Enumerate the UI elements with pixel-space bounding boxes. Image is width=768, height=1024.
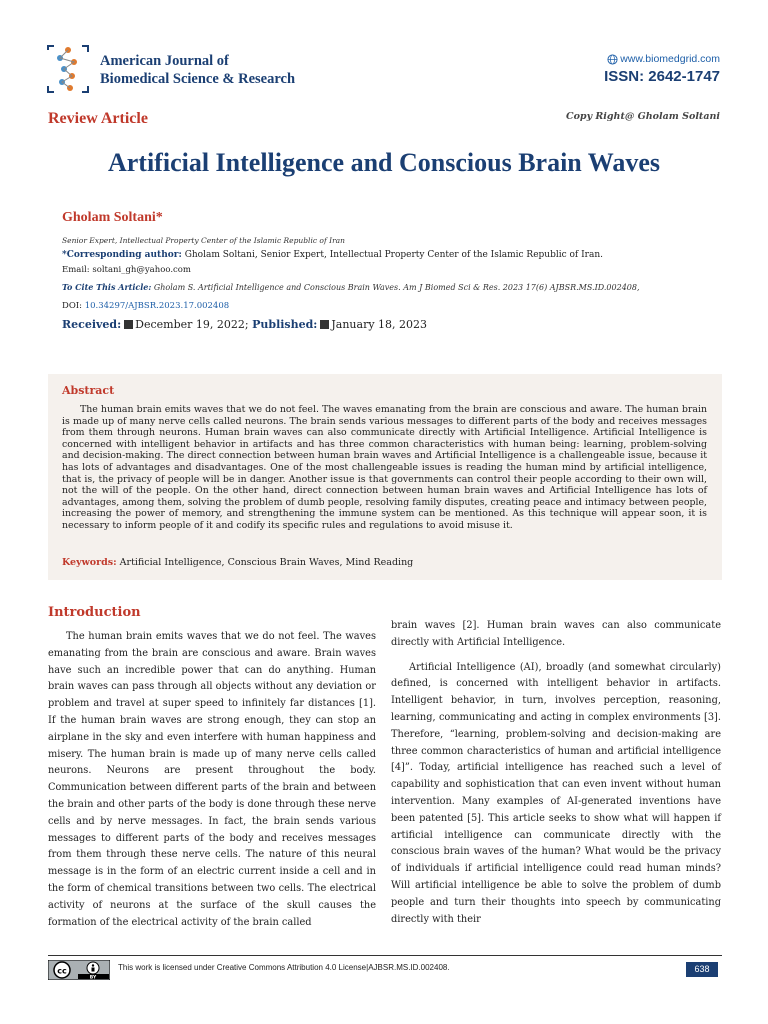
corresponding-label: *Corresponding author:	[62, 250, 182, 260]
journal-name-line2: Biomedical Science & Research	[100, 71, 296, 87]
email-address[interactable]: soltani_gh@yahoo.com	[92, 265, 191, 275]
article-type: Review Article	[48, 110, 148, 127]
dates-line	[62, 318, 427, 331]
keywords-line	[62, 557, 413, 568]
doi-label: DOI:	[62, 301, 83, 311]
published-date: January 18, 2023	[331, 318, 428, 331]
body-paragraph: Artificial Intelligence (AI), broadly (and somewhat circularly) defined, is concerned with intelligent behavior in artifacts. Intelligent behavior, in turn, involves perception, reasoning, learning, communicating and acting in complex environments [3]. Therefore, “learning, problem-solving and decision-making are three common characteristics of human and artificial intelligence [4]”. Today, artificial intelligence has reached such a level of capability and sophistication that can even invent without human intervention. Many examples of AI-generated inventions have been patented [5]. This article seeks to show what will happen if artificial intelligence can communicate directly with the conscious brain waves of the human? What would be the privacy of individuals if artificial intelligence could read human minds? Will artificial intelligence be able to solve the problem of dumb people and turn their thoughts into speech by communicating directly with their	[391, 661, 721, 925]
citation	[62, 282, 722, 292]
body-column-right	[391, 618, 721, 928]
body-paragraph: The human brain emits waves that we do not feel. The waves emanating from the brain are conscious and aware. Brain waves have such an incredible power that can do anything. Human brain waves can pass through all objects without any deviation or problem and travel at super speed to infinitely far distances [1]. If the human brain waves are strong enough, they can stop an airplane in the sky and even interfere with human happiness and misery. The human brain is made up of many nerve cells called neurons. Neurons are present throughout the body. Communication between different parts of the brain and between the brain and other parts of the body is done through these nerve cells and by nerve messages. In fact, the brain sends various messages to different parts of the body and receives messages from them through these nerve cells. The nature of this neural message is in the form of an electric current inside a cell and in the form of chemical transitions between two cells. The electrical activity of neurons at the surface of the skull causes the formation of the electrical activity of the brain called	[48, 631, 376, 928]
body-paragraph: brain waves [2]. Human brain waves can also communicate directly with Artificial Intelligence.	[391, 620, 721, 648]
keywords-label: Keywords:	[62, 557, 117, 568]
email-line	[62, 265, 191, 275]
corresponding-text: Gholam Soltani, Senior Expert, Intellectual Property Center of the Islamic Republic of Iran.	[184, 250, 603, 260]
by-label: BY	[89, 975, 97, 980]
published-label: Published:	[252, 318, 318, 331]
page-number: 638	[686, 962, 718, 977]
creative-commons-badge-icon	[48, 960, 110, 980]
website-link[interactable]	[607, 53, 720, 65]
received-date: December 19, 2022;	[135, 318, 249, 331]
cite-text: Gholam S. Artificial Intelligence and Conscious Brain Waves. Am J Biomed Sci & Res. 2023 17(6) AJBSR.MS.ID.002408,	[153, 283, 640, 292]
author-affiliation: Senior Expert, Intellectual Property Center of the Islamic Republic of Iran	[62, 236, 345, 245]
article-title: Artificial Intelligence and Conscious Brain Waves	[107, 148, 661, 177]
corresponding-author	[62, 250, 603, 260]
journal-name	[100, 52, 295, 88]
copyright: Copy Right@ Gholam Soltani	[566, 111, 720, 122]
body-column-left	[48, 629, 376, 931]
cite-label: To Cite This Article:	[62, 282, 152, 292]
abstract-heading: Abstract	[62, 384, 115, 397]
license-text[interactable]: This work is licensed under Creative Commons Attribution 4.0 License|AJBSR.MS.ID.002408.	[118, 963, 450, 972]
received-label: Received:	[62, 318, 122, 331]
author-name: Gholam Soltani*	[62, 210, 163, 225]
doi-link[interactable]: 10.34297/AJBSR.2023.17.002408	[84, 301, 230, 311]
journal-name-line1: American Journal of	[100, 53, 229, 69]
abstract-text: The human brain emits waves that we do not feel. The waves emanating from the brain are conscious and aware. The human brain is made up of many nerve cells called neurons. The brain sends various messages to different parts of the body and receives messages from them through neurons. Human brain waves can also communicate directly with Artificial Intelligence. Artificial Intelligence is concerned with intelligent behavior in artifacts and has three common characteristics with human being: learning, problem-solving and decision-making. The direct connection between human brain waves and Artificial Intelligence is a challengeable issue, because it has lots of advantages and disadvantages. One of the most challengeable issues is reading the human mind by artificial intelligence, that is, the privacy of people will be in danger. Another issue is that governments can control their people according to their own will, not the will of the people. On the other hand, direct connection between human brain waves and Artificial Intelligence has lots of advantages, among them, solving the problem of dumb people, resolving family disputes, creating peace and intimacy between people, increasing the power of memory, and strengthening the immune system can be mentioned. As this technique will appear soon, it is necessary to inform people of it and codify its specific rules and regulations to avoid misuse it.	[62, 404, 707, 531]
calendar-icon	[320, 320, 329, 329]
footer-divider	[48, 955, 722, 956]
email-label: Email:	[62, 265, 90, 275]
issn: ISSN: 2642-1747	[604, 68, 720, 85]
introduction-heading: Introduction	[48, 605, 141, 620]
globe-icon	[607, 54, 618, 65]
calendar-icon	[124, 320, 133, 329]
keywords-text: Artificial Intelligence, Conscious Brain Waves, Mind Reading	[119, 557, 414, 568]
doi-line	[62, 301, 229, 311]
website-url[interactable]: www.biomedgrid.com	[620, 53, 720, 65]
journal-logo-icon	[46, 44, 90, 94]
cc-label: cc	[57, 966, 67, 976]
